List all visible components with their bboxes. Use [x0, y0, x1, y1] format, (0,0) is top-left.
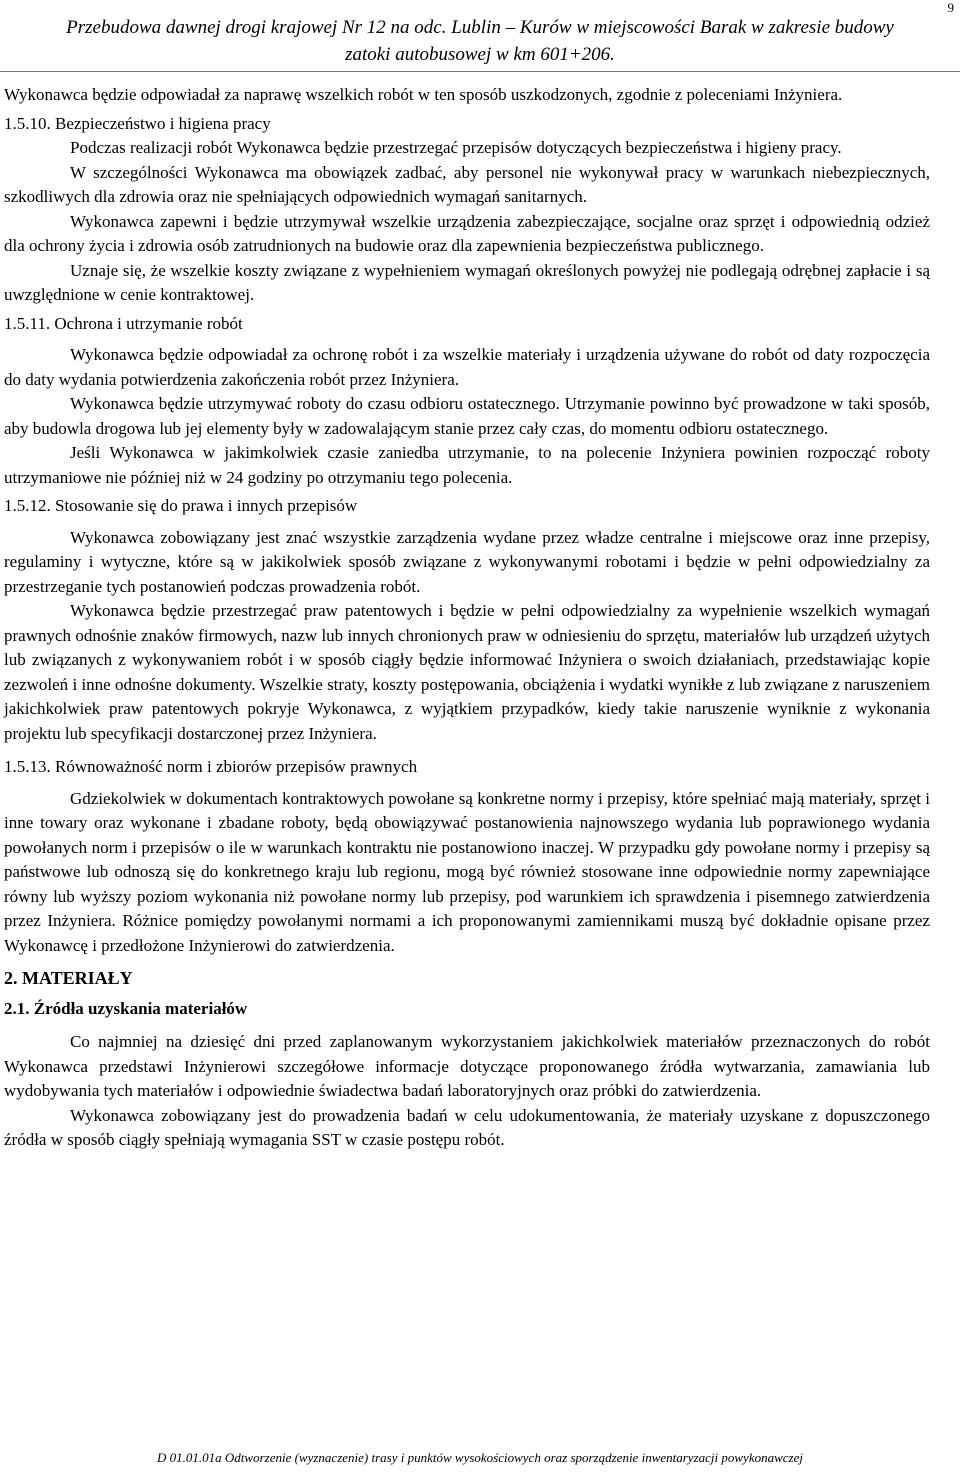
paragraph: W szczególności Wykonawca ma obowiązek zadbać, aby personel nie wykonywał pracy w warunkach niebezpiecznych, szkodliwych dla zdrowia oraz nie spełniających odpowiednich wymagań sanitarnych. [4, 162, 930, 206]
chapter-heading-materials: 2. MATERIAŁY [4, 968, 133, 988]
running-footer: D 01.01.01a Odtworzenie (wyznaczenie) trasy i punktów wysokościowych oraz sporządzenie inwentaryzacji powykonawczej [157, 1450, 803, 1465]
paragraph: Wykonawca będzie odpowiadał za naprawę wszelkich robót w ten sposób uszkodzonych, zgodnie z poleceniami Inżyniera. [4, 85, 843, 104]
section-heading-1-5-13: 1.5.13. Równoważność norm i zbiorów przepisów prawnych [4, 757, 418, 776]
section-heading-1-5-12: 1.5.12. Stosowanie się do prawa i innych przepisów [4, 496, 358, 515]
paragraph: Wykonawca zobowiązany jest znać wszystkie zarządzenia wydane przez władze centralne i miejscowe oraz inne przepisy, regulaminy i wytyczne, które są w jakikolwiek sposób związane z wykonywanymi robotami i będzie w pełni odpowiedzialny za przestrzeganie tych postanowień podczas prowadzenia robót. [4, 527, 930, 596]
paragraph: Wykonawca zobowiązany jest do prowadzenia badań w celu udokumentowania, że materiały uzyskane z dopuszczonego źródła w sposób ciągły spełniają wymagania SST w czasie postępu robót. [4, 1105, 930, 1149]
header-divider [0, 71, 960, 72]
running-header [0, 14, 960, 68]
header-line-2: zatoki autobusowej w km 601+206. [345, 44, 615, 65]
section-heading-1-5-11: 1.5.11. Ochrona i utrzymanie robót [4, 313, 243, 333]
paragraph: Gdziekolwiek w dokumentach kontraktowych powołane są konkretne normy i przepisy, które spełniać mają materiały, sprzęt i inne towary oraz wykonane i zbadane roboty, będą obowiązywać postanowienia najnowszego wydania lub poprawionego wydania powołanych norm i przepisów o ile w warunkach kontraktu nie postanowiono inaczej. W przypadku gdy powołane normy i przepisy są państwowe lub odnoszą się do konkretnego kraju lub regionu, mogą być również stosowane inne odpowiednie normy zapewniające równy lub wyższy poziom wykonania niż powołane normy lub przepisy, pod warunkiem ich sprawdzenia i pisemnego zatwierdzenia przez Inżyniera. Różnice pomiędzy powołanymi normami a ich proponowanymi zamiennikami muszą być dokładnie opisane przez Wykonawcę i przedłożone Inżynierowi do zatwierdzenia. [4, 788, 930, 955]
paragraph: Wykonawca będzie utrzymywać roboty do czasu odbioru ostatecznego. Utrzymanie powinno być prowadzone w taki sposób, aby budowla drogowa lub jej elementy były w zadowalającym stanie przez cały czas, do momentu odbioru ostatecznego. [4, 394, 930, 438]
paragraph: Co najmniej na dziesięć dni przed zaplanowanym wykorzystaniem jakichkolwiek materiałów przeznaczonych do robót Wykonawca przedstawi Inżynierowi szczegółowe informacje dotyczące proponowanego źródła wytwarzania, zamawiania lub wydobywania tych materiałów i odpowiednie świadectwa badań laboratoryjnych oraz próbki do zatwierdzenia. [4, 1032, 930, 1100]
paragraph: Wykonawca będzie przestrzegać praw patentowych i będzie w pełni odpowiedzialny za wypełnienie wszelkich wymagań prawnych odnośnie znaków firmowych, nazw lub innych chronionych praw w odniesieniu do sprzętu, materiałów lub urządzeń użytych lub związanych z wykonywaniem robót i w sposób ciągły będzie informować Inżyniera o swoich działaniach, przedstawiając kopie zezwoleń i inne odnośne dokumenty. Wszelkie straty, koszty postępowania, obciążenia i wydatki wynikłe z lub związane z naruszeniem jakichkolwiek praw patentowych pokryje Wykonawca, z wyjątkiem przypadków, kiedy takie naruszenie wyniknie z wykonania projektu lub specyfikacji dostarczonej przez Inżyniera. [4, 601, 930, 743]
section-heading-2-1: 2.1. Źródła uzyskania materiałów [4, 999, 248, 1018]
paragraph: Podczas realizacji robót Wykonawca będzie przestrzegać przepisów dotyczących bezpieczeństwa i higieny pracy. [70, 138, 842, 157]
document-body [4, 83, 930, 1153]
paragraph: Wykonawca zapewni i będzie utrzymywał wszelkie urządzenia zabezpieczające, socjalne oraz sprzęt i odpowiednią odzież dla ochrony życia i zdrowia osób zatrudnionych na budowie oraz dla zapewnienia bezpieczeństwa publicznego. [4, 211, 930, 255]
paragraph: Wykonawca będzie odpowiadał za ochronę robót i za wszelkie materiały i urządzenia używane do robót od daty rozpoczęcia do daty wydania potwierdzenia zakończenia robót przez Inżyniera. [4, 345, 930, 389]
paragraph: Jeśli Wykonawca w jakimkolwiek czasie zaniedba utrzymanie, to na polecenie Inżyniera powinien rozpocząć roboty utrzymaniowe nie później niż w 24 godziny po otrzymaniu tego polecenia. [4, 443, 930, 487]
header-line-1: Przebudowa dawnej drogi krajowej Nr 12 na odc. Lublin – Kurów w miejscowości Barak w zakresie budowy [66, 17, 894, 38]
page-number: 9 [947, 0, 954, 15]
section-heading-1-5-10: 1.5.10. Bezpieczeństwo i higiena pracy [4, 113, 271, 133]
paragraph: Uznaje się, że wszelkie koszty związane z wypełnieniem wymagań określonych powyżej nie podlegają odrębnej zapłacie i są uwzględnione w cenie kontraktowej. [4, 260, 930, 304]
